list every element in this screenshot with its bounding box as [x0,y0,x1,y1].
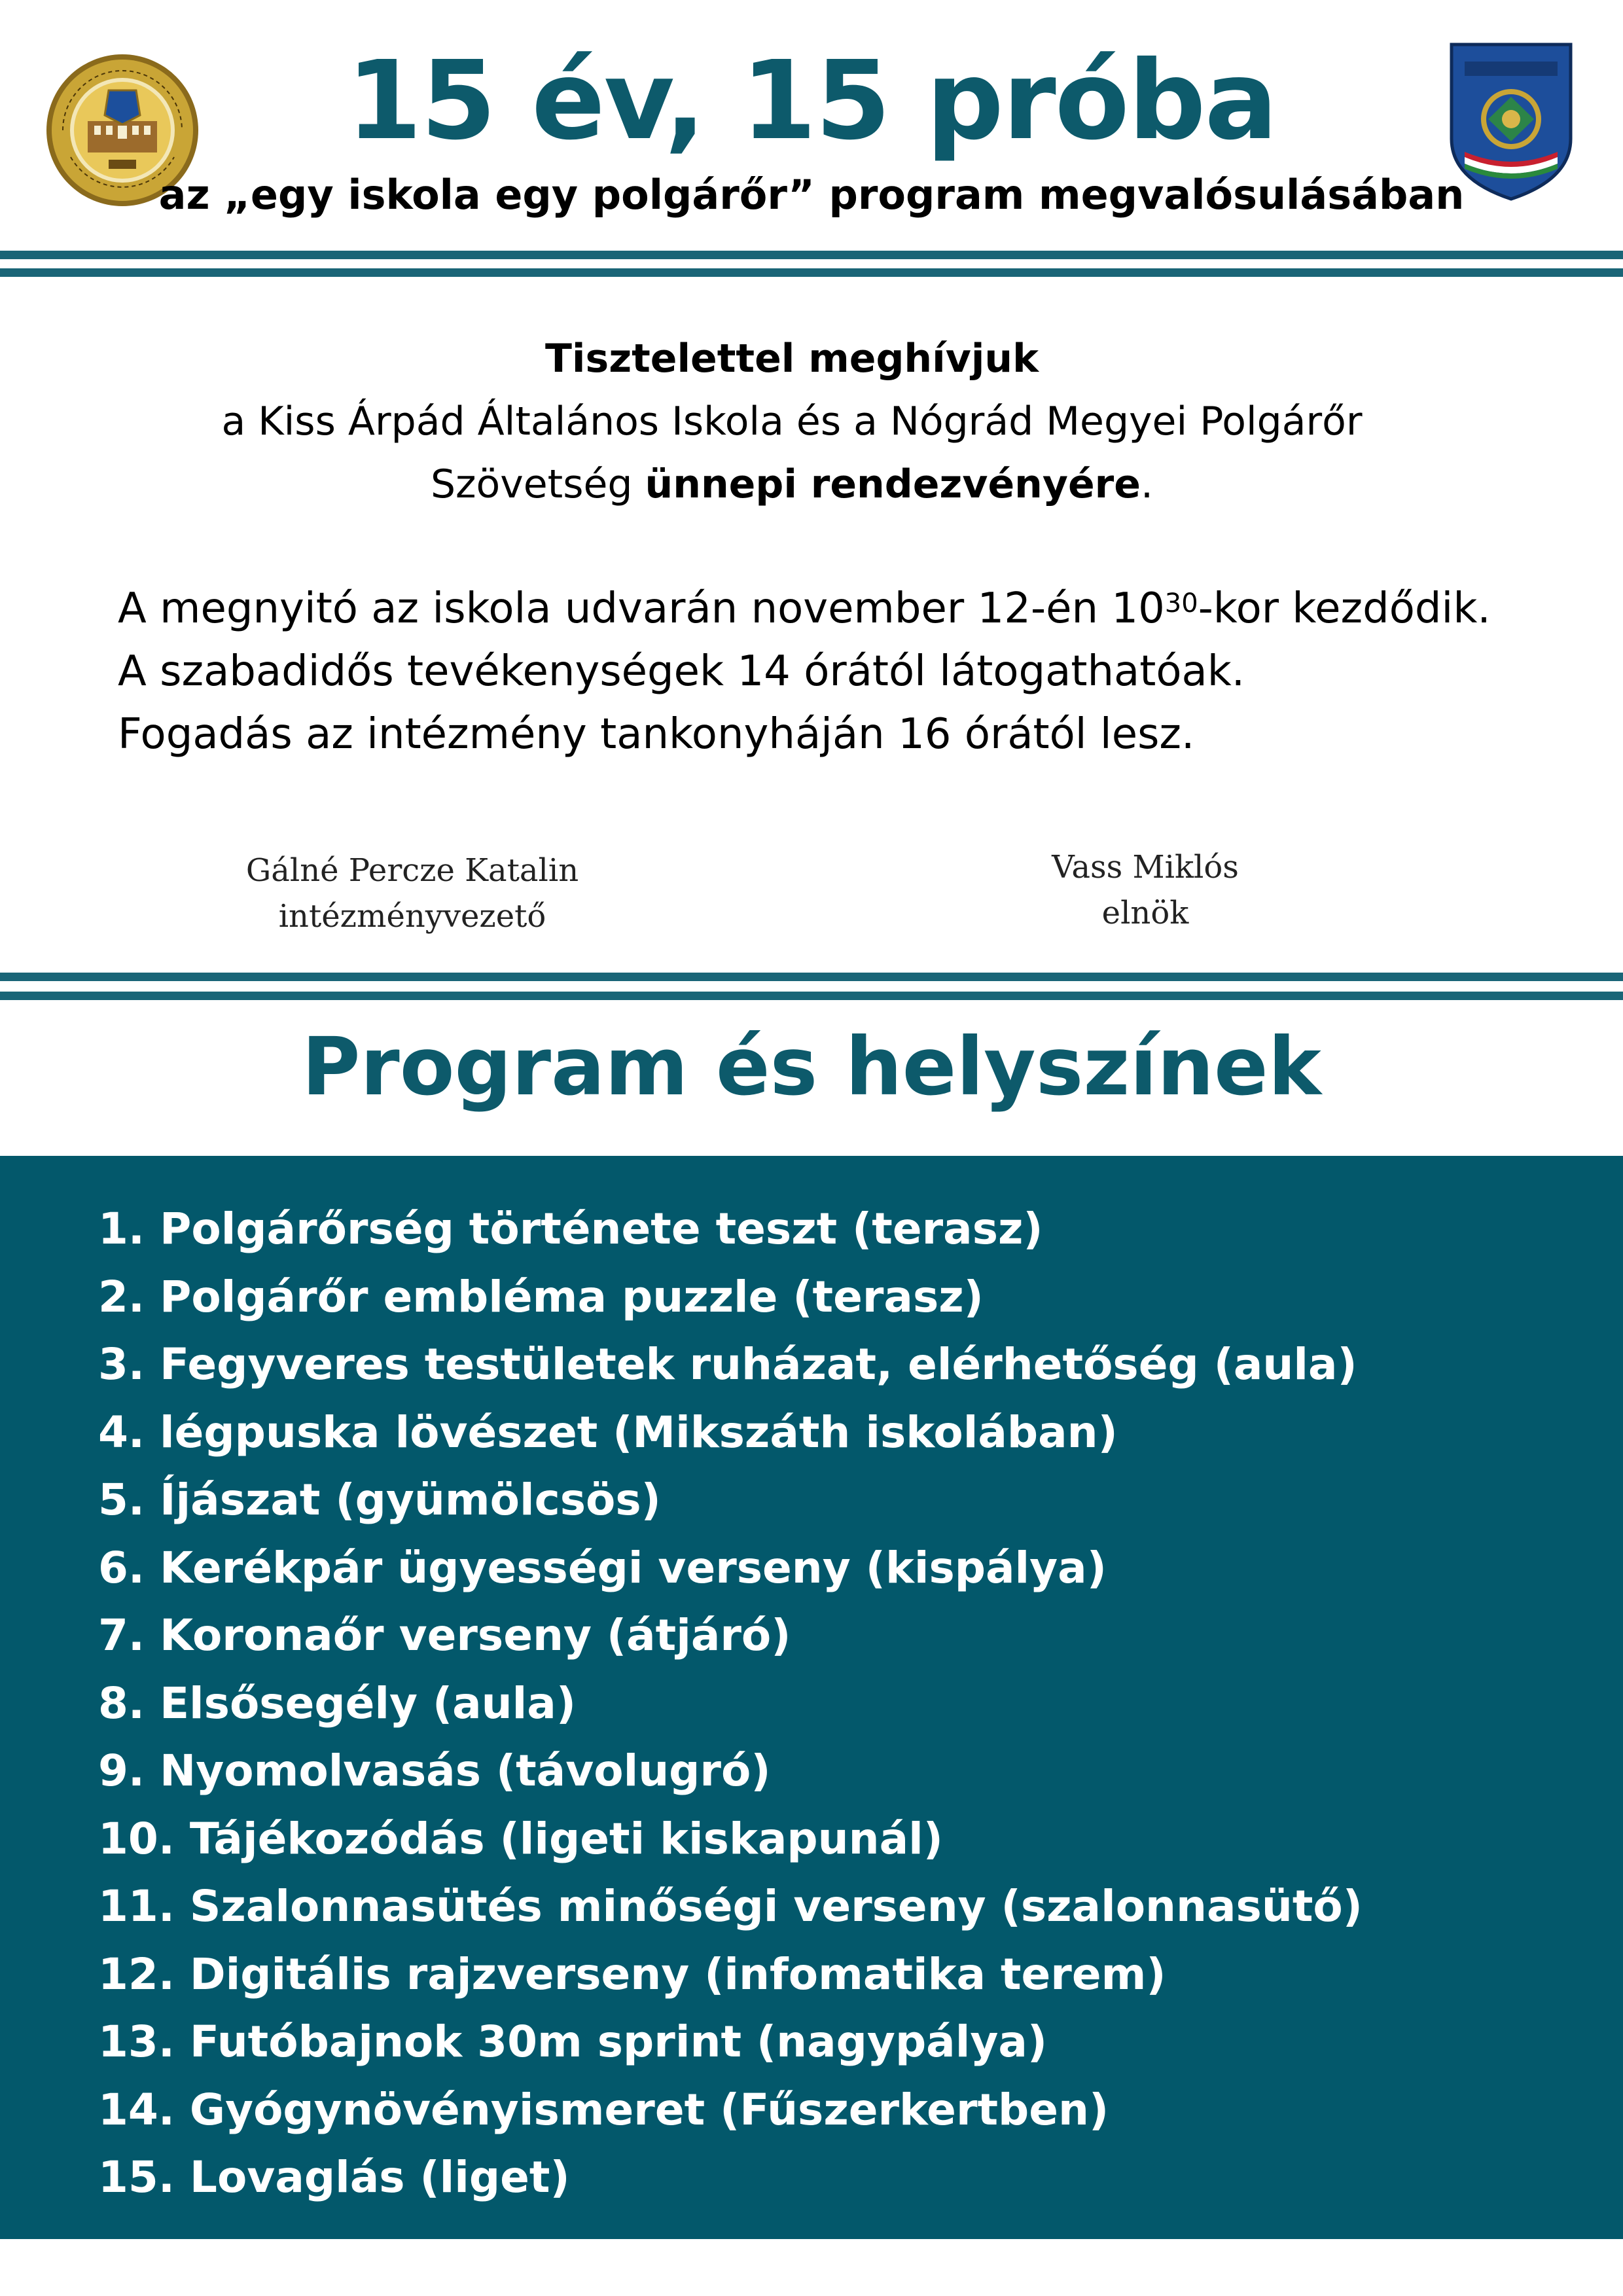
program-item: 2. Polgárőr embléma puzzle (terasz) [98,1271,984,1322]
schedule-line [118,577,1584,640]
schedule-time-minutes: 30 [1164,588,1198,619]
program-item: 14. Gyógynövényismeret (Fűszerkertben) [98,2084,1109,2135]
program-panel [0,1156,1623,2239]
signature-right [949,844,1342,936]
program-divider-bottom [0,992,1623,1000]
invitation-heading: Tisztelettel meghívjuk [544,336,1039,382]
program-item: 1. Polgárőrség története teszt (terasz) [98,1204,1043,1254]
program-list [98,1195,1363,2212]
invitation-text: . [1140,461,1154,507]
program-divider-top [0,973,1623,981]
schedule-text: A megnyitó az iskola udvarán november 12-én 10 [118,584,1165,633]
header-divider-top [0,251,1623,259]
program-item: 3. Fegyveres testületek ruházat, elérhetőség (aula) [98,1339,1357,1390]
signatory-role: intézményvezető [278,898,546,935]
program-item: 6. Kerékpár ügyességi verseny (kispálya) [98,1542,1107,1593]
invitation-line [0,453,1584,516]
program-item: 13. Futóbajnok 30m sprint (nagypálya) [98,2017,1048,2067]
page-subtitle: az „egy iskola egy polgárőr” program megvalósulásában [158,171,1465,219]
signatory-name: Gálné Percze Katalin [245,852,579,889]
program-item: 15. Lovaglás (liget) [98,2152,570,2202]
program-item: 11. Szalonnasütés minőségi verseny (szalonnasütő) [98,1881,1363,1931]
program-item: 12. Digitális rajzverseny (infomatika terem) [98,1948,1166,2000]
signatory-name: Vass Miklós [1052,849,1239,886]
schedule-line: A szabadidős tevékenységek 14 órától látogathatóak. [118,647,1245,696]
program-item: 9. Nyomolvasás (távolugró) [98,1746,771,1796]
signatory-role: elnök [1101,895,1189,931]
program-item: 4. légpuska lövészet (Mikszáth iskolában) [98,1407,1118,1458]
schedule-line: Fogadás az intézmény tankonyháján 16 órától lesz. [118,710,1195,759]
page-title: 15 év, 15 próba [346,38,1277,164]
program-item: 5. Íjászat (gyümölcsös) [98,1475,661,1525]
program-item: 10. Tájékozódás (ligeti kiskapunál) [98,1813,943,1864]
schedule-text: -kor kezdődik. [1198,584,1491,633]
program-title: Program és helyszínek [302,1020,1321,1113]
program-item: 8. Elsősegély (aula) [98,1677,576,1729]
header-divider-bottom [0,268,1623,277]
signature-left [216,848,609,939]
invitation-line: a Kiss Árpád Általános Iskola és a Nógrád Megyei Polgárőr [221,399,1363,444]
invitation-text: Szövetség [430,461,645,507]
event-name: ünnepi rendezvényére [645,461,1141,507]
program-item: 7. Koronaőr verseny (átjáró) [98,1610,791,1660]
